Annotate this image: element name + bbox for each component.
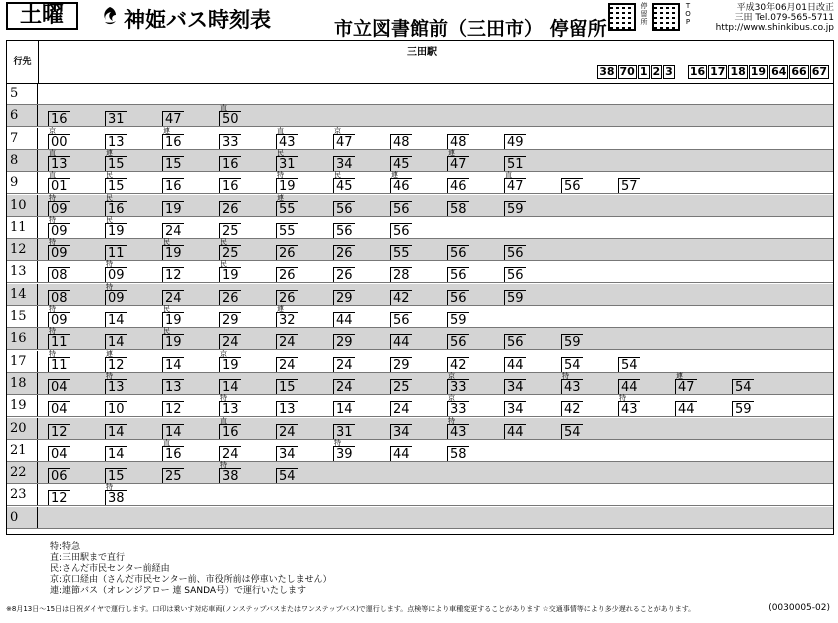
hour-row-6 [7, 105, 833, 127]
departure-minute: 13 [48, 156, 70, 171]
hour-cell: 6 [7, 105, 38, 126]
departure-minute: 16 [219, 156, 241, 171]
departure-minute: 01 [48, 178, 70, 193]
service-mark: 民 [163, 305, 170, 313]
departure-minute: 56 [390, 201, 412, 216]
departure-minute: 56 [390, 223, 412, 238]
departure-minute: 54 [561, 357, 583, 372]
departure-minute: 34 [504, 379, 526, 394]
hour-row-13 [7, 261, 833, 283]
departure-minute: 16 [48, 111, 70, 126]
departure-minute: 42 [561, 401, 583, 416]
qr-code-stop[interactable] [608, 3, 636, 31]
departure-minute: 26 [276, 267, 298, 282]
departure-minute: 43 [561, 379, 583, 394]
hour-cell: 17 [7, 351, 38, 372]
service-mark: 直 [505, 171, 512, 180]
revised-date: 平成30年06月01日改正 [736, 3, 834, 13]
departure-minute: 15 [162, 156, 184, 171]
service-mark: 直 [49, 171, 56, 180]
hour-cell: 10 [7, 195, 38, 216]
departure-minute: 33 [447, 401, 469, 416]
hour-row-18 [7, 373, 833, 395]
service-mark: 特 [49, 349, 56, 358]
departure-minute: 14 [105, 334, 127, 349]
departure-minute: 29 [219, 312, 241, 327]
departure-minute: 47 [333, 134, 355, 149]
hour-row-7 [7, 128, 833, 150]
document-id: (0030005-02) [768, 603, 830, 613]
stop-name: 市立図書館前（三田市） 停留所 [334, 18, 607, 40]
departure-minute: 09 [48, 312, 70, 327]
service-mark: 直 [220, 416, 227, 425]
hour-cell: 11 [7, 217, 38, 238]
departure-minute: 56 [561, 178, 583, 193]
departure-minute: 47 [162, 111, 184, 126]
departure-minute: 16 [219, 178, 241, 193]
hour-row-23 [7, 484, 833, 506]
departure-minute: 26 [276, 290, 298, 305]
departure-minute: 42 [390, 290, 412, 305]
legend [50, 542, 332, 597]
departure-minute: 56 [504, 245, 526, 260]
hour-row-9 [7, 172, 833, 194]
hour-row-17 [7, 351, 833, 373]
route-code: 64 [771, 65, 787, 78]
timetable [6, 40, 834, 535]
hour-cell: 21 [7, 440, 38, 461]
departure-minute: 13 [276, 401, 298, 416]
hour-row-22 [7, 462, 833, 484]
service-mark: 直 [277, 126, 284, 135]
departure-minute: 43 [618, 401, 640, 416]
service-mark: 京 [49, 126, 56, 135]
departure-minute: 19 [219, 357, 241, 372]
departure-minute: 34 [390, 424, 412, 439]
departure-minute: 09 [48, 245, 70, 260]
departure-minute: 46 [390, 178, 412, 193]
departure-minute: 51 [504, 156, 526, 171]
departure-minute: 04 [48, 379, 70, 394]
service-mark: 連 [391, 171, 398, 180]
departure-minute: 48 [447, 134, 469, 149]
departure-minute: 00 [48, 134, 70, 149]
departure-minute: 24 [333, 379, 355, 394]
departure-minute: 44 [390, 446, 412, 461]
shinki-logo-icon [100, 6, 120, 26]
hour-cell: 7 [7, 128, 38, 149]
departure-minute: 38 [105, 490, 127, 505]
service-mark: 連 [277, 305, 284, 313]
service-mark: 特 [277, 171, 284, 180]
departure-minute: 13 [105, 379, 127, 394]
departure-minute: 56 [504, 334, 526, 349]
departure-minute: 08 [48, 290, 70, 305]
service-mark: 民 [220, 260, 227, 269]
departure-minute: 15 [276, 379, 298, 394]
hour-row-16 [7, 328, 833, 350]
departure-minute: 09 [48, 201, 70, 216]
departure-minute: 24 [219, 334, 241, 349]
departure-minute: 33 [447, 379, 469, 394]
route-code: 66 [791, 65, 807, 78]
hour-row-10 [7, 195, 833, 217]
departure-minute: 55 [276, 223, 298, 238]
departure-minute: 26 [219, 290, 241, 305]
departure-minute: 44 [504, 424, 526, 439]
legend-item: 京:京口経由（さんだ市民センター前、市役所前は停車いたしません） [50, 575, 332, 585]
service-mark: 連 [106, 148, 113, 157]
phone-number: 三田 Tel.079-565-5711 [734, 13, 834, 23]
legend-item: 特:特急 [50, 542, 81, 552]
route-code: 16 [689, 65, 706, 78]
departure-minute: 56 [390, 312, 412, 327]
departure-minute: 33 [219, 134, 241, 149]
service-mark: 連 [106, 349, 113, 358]
departure-minute: 31 [105, 111, 127, 126]
departure-minute: 44 [390, 334, 412, 349]
departure-minute: 55 [276, 201, 298, 216]
qr-label-stop: 停 留 所 [640, 2, 648, 26]
page-title: 神姫バス時刻表 [124, 8, 271, 32]
departure-minute: 58 [447, 201, 469, 216]
service-mark: 民 [220, 238, 227, 247]
departure-minute: 54 [618, 357, 640, 372]
hour-row-11 [7, 217, 833, 239]
service-mark: 京 [448, 371, 455, 380]
departure-minute: 29 [333, 334, 355, 349]
departure-minute: 26 [276, 245, 298, 260]
departure-minute: 14 [162, 357, 184, 372]
departure-minute: 19 [162, 312, 184, 327]
departure-minute: 11 [48, 334, 70, 349]
route-code: 17 [710, 65, 726, 78]
departure-minute: 12 [162, 401, 184, 416]
departure-minute: 25 [219, 245, 241, 260]
destination-station: 三田駅 [407, 47, 437, 58]
departure-minute: 48 [390, 134, 412, 149]
departure-minute: 19 [276, 178, 298, 193]
route-code: 67 [811, 65, 827, 78]
route-code: 18 [730, 65, 746, 78]
departure-minute: 34 [276, 446, 298, 461]
departure-minute: 59 [447, 312, 469, 327]
departure-minute: 46 [447, 178, 469, 193]
service-mark: 特 [334, 438, 341, 447]
departure-minute: 16 [162, 134, 184, 149]
departure-minute: 24 [390, 401, 412, 416]
service-mark: 特 [106, 483, 113, 492]
service-mark: 直 [49, 148, 56, 157]
departure-minute: 14 [105, 312, 127, 327]
departure-minute: 14 [219, 379, 241, 394]
departure-minute: 14 [105, 424, 127, 439]
service-mark: 民 [163, 238, 170, 247]
departure-minute: 54 [561, 424, 583, 439]
departure-minute: 24 [162, 290, 184, 305]
service-mark: 特 [49, 215, 56, 224]
hour-cell: 9 [7, 172, 38, 193]
service-mark: 京 [448, 394, 455, 403]
departure-minute: 38 [219, 468, 241, 483]
departure-minute: 15 [105, 156, 127, 171]
qr-label-top: T O P [685, 2, 691, 26]
departure-minute: 24 [276, 334, 298, 349]
departure-minute: 32 [276, 312, 298, 327]
departure-minute: 16 [219, 424, 241, 439]
legend-item: 直:三田駅まで直行 [50, 553, 126, 563]
footnote: ※8月13日～15日は日祝ダイヤで運行します。口印は乗いす対応車両(ノンステップバスまたはワンステップバス)で運行します。点検等により車種変更することがあります ☆交通事情等により多少遅れることがあります。 [6, 605, 696, 613]
departure-minute: 19 [219, 267, 241, 282]
departure-minute: 19 [162, 334, 184, 349]
departure-minute: 12 [48, 424, 70, 439]
departure-minute: 31 [333, 424, 355, 439]
departure-minute: 24 [333, 357, 355, 372]
hour-row-21 [7, 440, 833, 462]
hour-cell: 0 [7, 507, 38, 528]
hour-cell: 8 [7, 150, 38, 171]
website-link[interactable]: http://www.shinkibus.co.jp [715, 23, 834, 33]
departure-minute: 25 [162, 468, 184, 483]
departure-minute: 54 [732, 379, 754, 394]
departure-minute: 10 [105, 401, 127, 416]
service-mark: 特 [106, 282, 113, 291]
departure-minute: 14 [333, 401, 355, 416]
service-mark: 特 [562, 371, 569, 380]
service-mark: 民 [106, 193, 113, 202]
departure-minute: 49 [504, 134, 526, 149]
departure-minute: 16 [162, 178, 184, 193]
departure-minute: 56 [447, 267, 469, 282]
hour-column-label: 行先 [7, 41, 39, 83]
departure-minute: 25 [219, 223, 241, 238]
hour-cell: 12 [7, 239, 38, 260]
departure-minute: 04 [48, 401, 70, 416]
departure-minute: 29 [333, 290, 355, 305]
route-code: 1 [639, 65, 648, 78]
service-mark: 民 [106, 171, 113, 180]
departure-minute: 39 [333, 446, 355, 461]
departure-minute: 42 [447, 357, 469, 372]
departure-minute: 54 [276, 468, 298, 483]
hour-row-0 [7, 507, 833, 529]
route-code: 38 [599, 65, 615, 78]
departure-minute: 24 [276, 424, 298, 439]
hour-cell: 16 [7, 328, 38, 349]
departure-minute: 47 [447, 156, 469, 171]
departure-minute: 56 [333, 223, 355, 238]
route-code: 3 [665, 65, 673, 78]
departure-minute: 12 [105, 357, 127, 372]
qr-code-top[interactable] [652, 3, 680, 31]
departure-minute: 29 [390, 357, 412, 372]
service-mark: 特 [49, 238, 56, 247]
service-mark: 連 [676, 371, 683, 380]
service-mark: 特 [448, 416, 455, 425]
departure-minute: 50 [219, 111, 241, 126]
service-mark: 連 [163, 126, 170, 135]
day-label: 土曜 [6, 2, 78, 30]
departure-minute: 58 [447, 446, 469, 461]
departure-minute: 56 [504, 267, 526, 282]
departure-minute: 24 [276, 357, 298, 372]
service-mark: 京 [220, 349, 227, 358]
service-mark: 特 [49, 305, 56, 313]
departure-minute: 43 [447, 424, 469, 439]
hour-cell: 14 [7, 284, 38, 305]
service-mark: 直 [220, 104, 227, 113]
departure-minute: 11 [48, 357, 70, 372]
route-code: 70 [619, 65, 635, 78]
revision-info [700, 3, 834, 33]
service-mark: 民 [334, 171, 341, 180]
service-mark: 民 [163, 327, 170, 336]
service-mark: 民 [277, 148, 284, 157]
departure-minute: 14 [105, 446, 127, 461]
hour-cell: 13 [7, 261, 38, 282]
departure-minute: 11 [105, 245, 127, 260]
departure-minute: 19 [105, 223, 127, 238]
departure-minute: 24 [162, 223, 184, 238]
destination-header [7, 41, 833, 84]
hour-row-8 [7, 150, 833, 172]
hour-row-5 [7, 83, 833, 105]
hour-cell: 18 [7, 373, 38, 394]
departure-minute: 16 [105, 201, 127, 216]
departure-minute: 09 [105, 267, 127, 282]
departure-minute: 34 [333, 156, 355, 171]
departure-minute: 59 [732, 401, 754, 416]
hour-cell: 20 [7, 418, 38, 439]
departure-minute: 13 [162, 379, 184, 394]
departure-minute: 47 [675, 379, 697, 394]
departure-minute: 31 [276, 156, 298, 171]
departure-minute: 24 [219, 446, 241, 461]
departure-minute: 14 [162, 424, 184, 439]
service-mark: 民 [106, 215, 113, 224]
departure-minute: 26 [219, 201, 241, 216]
departure-minute: 13 [219, 401, 241, 416]
departure-minute: 43 [276, 134, 298, 149]
departure-minute: 44 [333, 312, 355, 327]
hour-cell: 22 [7, 462, 38, 483]
legend-item: 連:連節バス（オレンジアロー 連 SANDA号）で運行いたします [50, 586, 307, 596]
departure-minute: 25 [390, 379, 412, 394]
service-mark: 特 [49, 327, 56, 336]
departure-minute: 16 [162, 446, 184, 461]
departure-minute: 26 [333, 267, 355, 282]
hour-row-12 [7, 239, 833, 261]
service-mark: 連 [277, 193, 284, 202]
departure-minute: 57 [618, 178, 640, 193]
service-mark: 特 [49, 193, 56, 202]
hour-cell: 15 [7, 306, 38, 327]
departure-minute: 56 [447, 245, 469, 260]
service-mark: 特 [220, 461, 227, 470]
hour-cell: 19 [7, 395, 38, 416]
departure-minute: 44 [504, 357, 526, 372]
service-mark: 直 [163, 438, 170, 447]
departure-minute: 15 [105, 468, 127, 483]
hour-row-19 [7, 395, 833, 417]
departure-minute: 45 [390, 156, 412, 171]
hour-cell: 5 [7, 83, 38, 104]
departure-minute: 12 [48, 490, 70, 505]
departure-minute: 45 [333, 178, 355, 193]
hour-row-20 [7, 418, 833, 440]
departure-minute: 34 [504, 401, 526, 416]
departure-minute: 19 [162, 245, 184, 260]
hour-row-15 [7, 306, 833, 328]
departure-minute: 04 [48, 446, 70, 461]
departure-minute: 56 [333, 201, 355, 216]
service-mark: 特 [106, 260, 113, 269]
legend-item: 民:さんだ市民センター前経由 [50, 564, 170, 574]
departure-minute: 59 [504, 290, 526, 305]
hour-cell: 23 [7, 484, 38, 505]
departure-minute: 09 [105, 290, 127, 305]
service-mark: 京 [334, 126, 341, 135]
departure-minute: 13 [105, 134, 127, 149]
departure-minute: 28 [390, 267, 412, 282]
departure-minute: 47 [504, 178, 526, 193]
service-mark: 特 [106, 371, 113, 380]
departure-minute: 56 [447, 290, 469, 305]
service-mark: 特 [220, 394, 227, 403]
hour-row-14 [7, 284, 833, 306]
departure-minute: 15 [105, 178, 127, 193]
departure-minute: 59 [504, 201, 526, 216]
departure-minute: 44 [618, 379, 640, 394]
route-codes [596, 65, 829, 79]
departure-minute: 26 [333, 245, 355, 260]
departure-minute: 12 [162, 267, 184, 282]
departure-minute: 55 [390, 245, 412, 260]
route-code: 19 [750, 65, 767, 78]
departure-minute: 44 [675, 401, 697, 416]
service-mark: 連 [448, 148, 455, 157]
departure-minute: 08 [48, 267, 70, 282]
route-code: 2 [652, 65, 661, 78]
departure-minute: 19 [162, 201, 184, 216]
departure-minute: 06 [48, 468, 70, 483]
departure-minute: 59 [561, 334, 583, 349]
departure-minute: 09 [48, 223, 70, 238]
service-mark: 特 [619, 394, 626, 403]
departure-minute: 56 [447, 334, 469, 349]
